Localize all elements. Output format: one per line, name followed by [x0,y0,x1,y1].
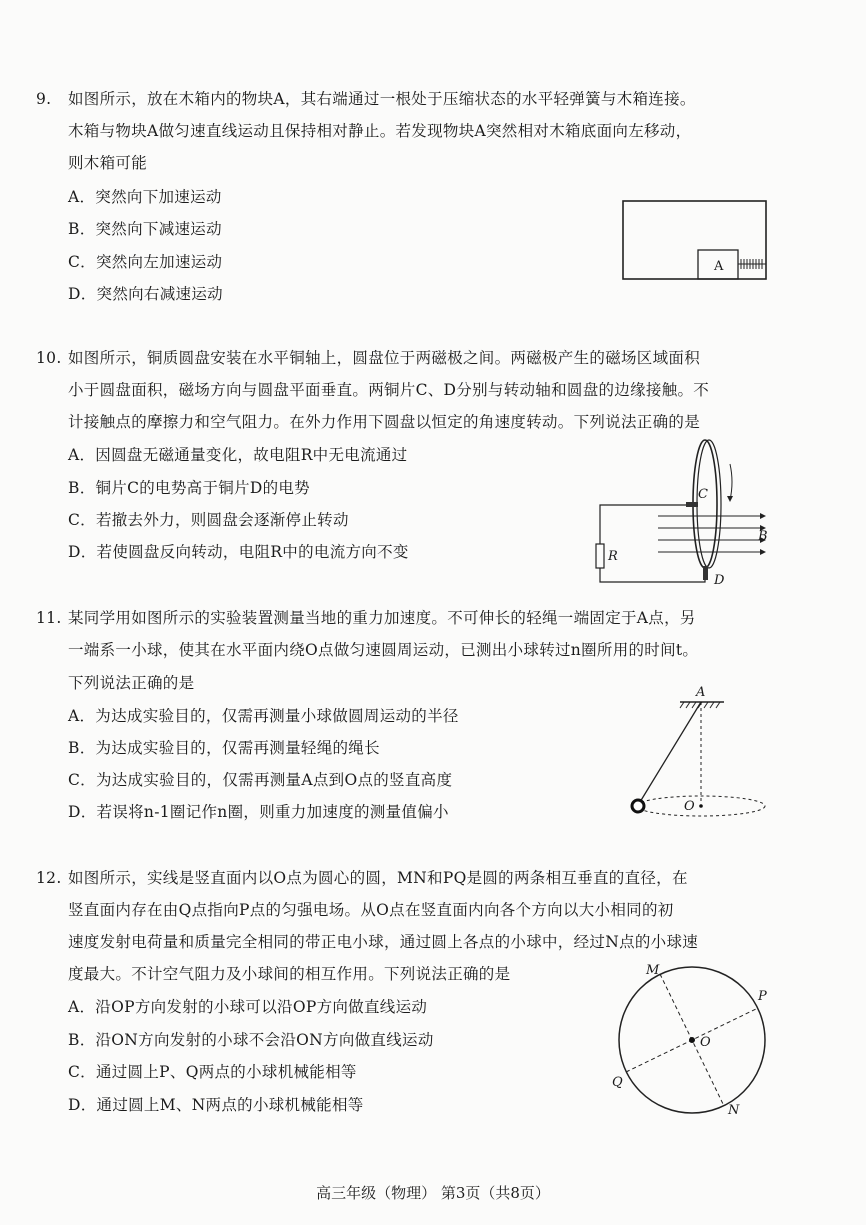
option-b: B．铜片C的电势高于铜片D的电势 [68,479,310,497]
option-d: D．若误将n-1圈记作n圈，则重力加速度的测量值偏小 [68,803,449,821]
option-a: A．沿OP方向发射的小球可以沿OP方向做直线运动 [68,998,428,1016]
question-number: 10. [36,349,62,367]
question-stem-line: 木箱与物块A做匀速直线运动且保持相对静止。若发现物块A突然相对木箱底面向左移动， [68,122,692,140]
option-b: B．突然向下减速运动 [68,220,222,238]
label-m: M [646,963,660,978]
circle-field-figure [600,960,780,1125]
option-a: A．因圆盘无磁通量变化，故电阻R中无电流通过 [68,446,408,464]
option-c: C．通过圆上P、Q两点的小球机械能相等 [68,1063,357,1081]
label-a: A [696,685,706,700]
question-stem-line: 则木箱可能 [68,154,148,172]
option-a: A．为达成实验目的，仅需再测量小球做圆周运动的半径 [68,707,459,725]
option-a: A．突然向下加速运动 [68,188,222,206]
question-number: 12. [36,869,62,887]
label-q: Q [612,1075,623,1090]
question-stem-line: 一端系一小球，使其在水平面内绕O点做匀速圆周运动，已测出小球转过n圈所用的时间t。 [68,641,699,659]
label-p: P [758,989,767,1004]
question-stem-line: 度最大。不计空气阻力及小球间的相互作用。下列说法正确的是 [68,965,511,983]
conical-pendulum-figure [620,680,770,820]
question-stem-line: 小于圆盘面积，磁场方向与圆盘平面垂直。两铜片C、D分别与转动轴和圆盘的边缘接触。不 [68,381,710,399]
option-c: C．突然向左加速运动 [68,253,223,271]
question-number: 9. [36,90,52,108]
option-b: B．沿ON方向发射的小球不会沿ON方向做直线运动 [68,1031,434,1049]
question-stem-line: 速度发射电荷量和质量完全相同的带正电小球，通过圆上各点的小球中，经过N点的小球速 [68,933,699,951]
label-d: D [714,573,725,586]
label-n: N [728,1103,740,1118]
option-d: D．通过圆上M、N两点的小球机械能相等 [68,1096,364,1114]
option-c: C．为达成实验目的，仅需再测量A点到O点的竖直高度 [68,771,453,789]
copper-disc-figure [590,436,770,586]
option-d: D．若使圆盘反向转动，电阻R中的电流方向不变 [68,543,409,561]
option-b: B．为达成实验目的，仅需再测量轻绳的绳长 [68,739,380,757]
question-stem-line: 某同学用如图所示的实验装置测量当地的重力加速度。不可伸长的轻绳一端固定于A点，另 [68,609,696,627]
box-spring-figure [620,198,770,282]
question-stem-line: 计接触点的摩擦力和空气阻力。在外力作用下圆盘以恒定的角速度转动。下列说法正确的是 [68,413,701,431]
question-stem-line: 如图所示，放在木箱内的物块A，其右端通过一根处于压缩状态的水平轻弹簧与木箱连接。 [68,90,696,108]
page-footer: 高三年级（物理） 第3页（共8页） [316,1184,550,1202]
option-d: D．突然向右减速运动 [68,285,223,303]
option-c: C．若撤去外力，则圆盘会逐渐停止转动 [68,511,349,529]
label-r: R [608,549,618,564]
label-c: C [698,487,708,502]
label-o: O [700,1035,711,1050]
label-b: B [758,529,768,544]
question-number: 11. [36,609,62,627]
question-stem-line: 如图所示，实线是竖直面内以O点为圆心的圆，MN和PQ是圆的两条相互垂直的直径，在 [68,869,688,887]
block-label: A [714,259,724,274]
question-stem-line: 竖直面内存在由Q点指向P点的匀强电场。从O点在竖直面内向各个方向以大小相同的初 [68,901,674,919]
question-stem-line: 下列说法正确的是 [68,674,195,692]
question-stem-line: 如图所示，铜质圆盘安装在水平铜轴上，圆盘位于两磁极之间。两磁极产生的磁场区域面积 [68,349,701,367]
label-o: O [684,799,695,814]
